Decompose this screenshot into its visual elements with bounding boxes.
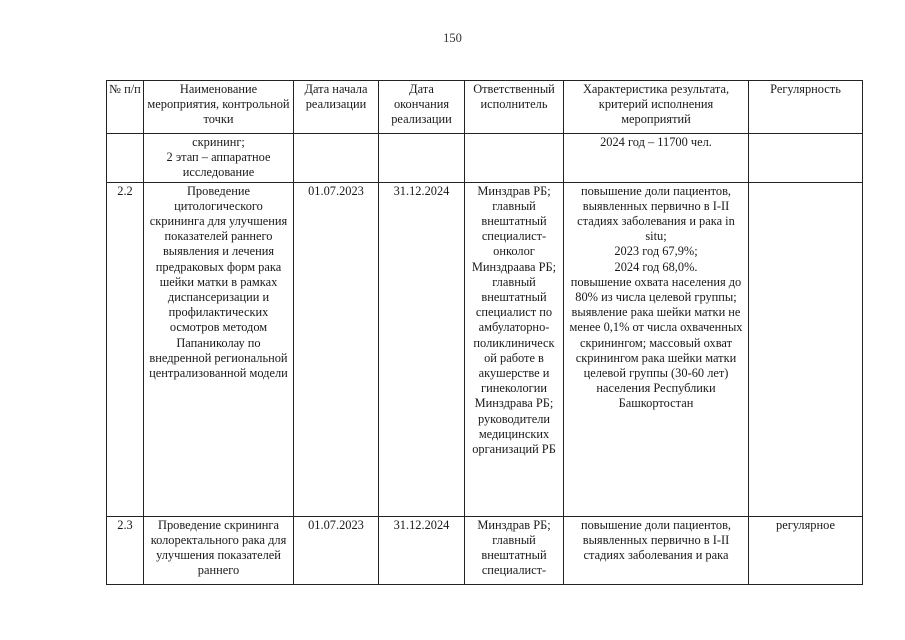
cell-result: 2024 год – 11700 чел. xyxy=(564,134,749,183)
page-number: 150 xyxy=(443,31,462,45)
table-row xyxy=(107,134,863,183)
header-regularity: Регулярность xyxy=(749,81,863,134)
cell-end-date: 31.12.2024 xyxy=(379,182,465,516)
measures-table xyxy=(106,80,863,585)
cell-regularity: регулярное xyxy=(749,516,863,584)
cell-result: повышение доли пациентов, выявленных первично в I-II стадиях заболевания и рака in situ; 2023 год 67,9%; 2024 год 68,0%. повышение охвата населения до 80% из числа целевой группы; выявление рака шейки матки не менее 0,1% от числа охваченных скринингом; массовый охват скринингом рака шейки матки целевой группы (30-60 лет) населения Республики Башкортостан xyxy=(564,182,749,516)
cell-start-date xyxy=(294,134,379,183)
header-responsible: Ответственный исполнитель xyxy=(465,81,564,134)
cell-number: 2.3 xyxy=(107,516,144,584)
cell-name: Проведение скрининга колоректального рака для улучшения показателей раннего xyxy=(144,516,294,584)
cell-number xyxy=(107,134,144,183)
header-result: Характеристика результата, критерий исполнения мероприятий xyxy=(564,81,749,134)
cell-end-date: 31.12.2024 xyxy=(379,516,465,584)
cell-regularity xyxy=(749,134,863,183)
header-start-date: Дата начала реализации xyxy=(294,81,379,134)
cell-name: Проведение цитологического скрининга для улучшения показателей раннего выявления и лечения предраковых форм рака шейки матки в рамках диспансеризации и профилактических осмотров методом Папаниколау по внедренной региональной централизованной модели xyxy=(144,182,294,516)
table-row xyxy=(107,516,863,584)
cell-end-date xyxy=(379,134,465,183)
cell-name: скрининг; 2 этап – аппаратное исследование xyxy=(144,134,294,183)
cell-start-date: 01.07.2023 xyxy=(294,182,379,516)
cell-start-date: 01.07.2023 xyxy=(294,516,379,584)
table-header-row xyxy=(107,81,863,134)
header-name: Наименование мероприятия, контрольной точки xyxy=(144,81,294,134)
cell-result: повышение доли пациентов, выявленных первично в I-II стадиях заболевания и рака xyxy=(564,516,749,584)
cell-number: 2.2 xyxy=(107,182,144,516)
cell-responsible: Минздрав РБ; главный внештатный специалист- xyxy=(465,516,564,584)
cell-responsible: Минздрав РБ; главный внештатный специалист-онколог Минздраава РБ; главный внештатный специалист по амбулаторно-поликлиническ ой работе в акушерстве и гинекологии Минздрава РБ; руководители медицинских организаций РБ xyxy=(465,182,564,516)
table-row xyxy=(107,182,863,516)
cell-responsible xyxy=(465,134,564,183)
header-number: № п/п xyxy=(107,81,144,134)
header-end-date: Дата окончания реализации xyxy=(379,81,465,134)
cell-regularity xyxy=(749,182,863,516)
